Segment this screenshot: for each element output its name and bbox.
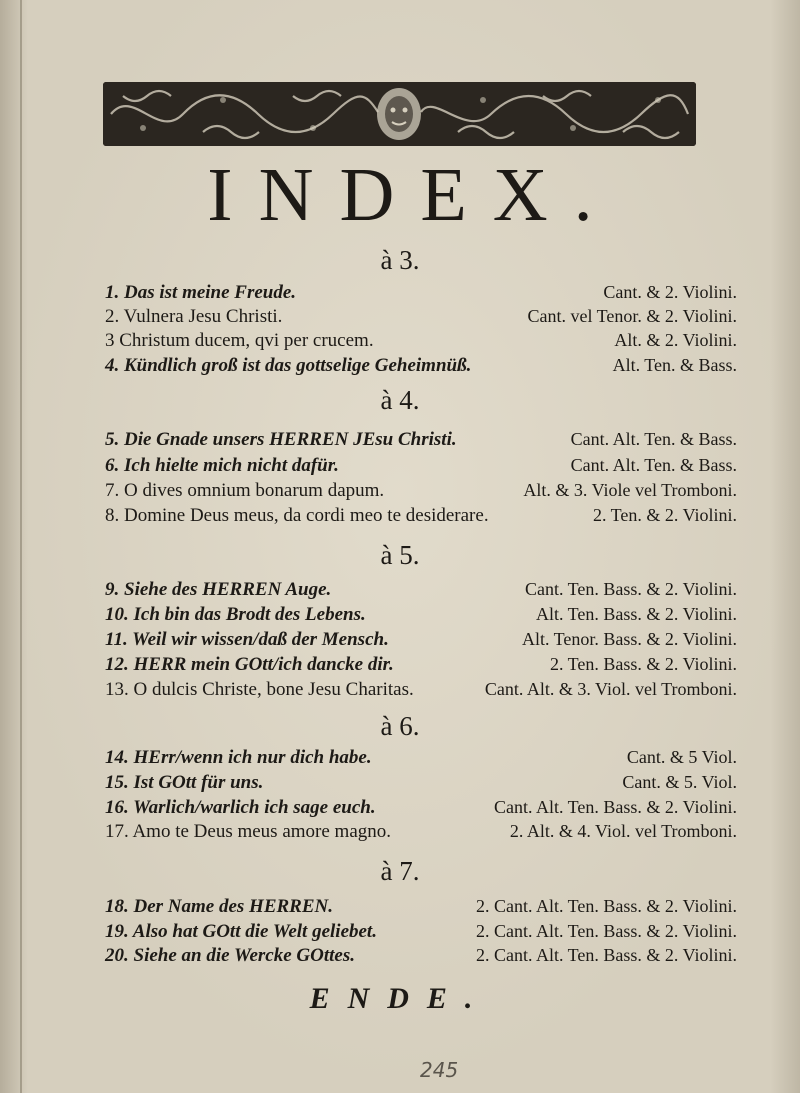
entry-title: 19. Also hat GOtt die Welt geliebet. — [105, 921, 377, 942]
index-entry — [105, 942, 737, 969]
entry-scoring: Cant. & 2. Violini. — [603, 282, 737, 302]
entry-title: 10. Ich bin das Brodt des Lebens. — [105, 604, 366, 625]
entry-title: 17. Amo te Deus meus amore magno. — [105, 821, 392, 842]
index-entry — [105, 676, 737, 703]
entry-title: 11. Weil wir wissen/daß der Mensch. — [105, 629, 389, 650]
index-entry — [105, 794, 737, 821]
section-heading-a3: à 3. — [380, 245, 420, 275]
index-entry — [105, 893, 737, 920]
entry-title: 2. Vulnera Jesu Christi. — [105, 306, 283, 327]
entry-scoring: 2. Ten. Bass. & 2. Violini. — [549, 654, 737, 674]
index-entry — [105, 352, 737, 379]
entry-title: 9. Siehe des HERREN Auge. — [105, 579, 332, 600]
index-entry — [105, 769, 737, 796]
index-entry — [105, 576, 737, 603]
entry-scoring: Cant. & 5. Viol. — [622, 772, 737, 792]
entry-scoring: 2. Cant. Alt. Ten. Bass. & 2. Violini. — [475, 921, 737, 941]
entry-scoring: Alt. Tenor. Bass. & 2. Violini. — [521, 629, 737, 649]
index-entry — [105, 818, 737, 845]
entry-title: 14. HErr/wenn ich nur dich habe. — [105, 747, 372, 768]
entry-title: 13. O dulcis Christe, bone Jesu Charitas. — [105, 679, 414, 700]
entry-scoring: Cant. Alt. Ten. Bass. & 2. Violini. — [493, 797, 737, 817]
index-entry — [105, 327, 737, 354]
entry-title: 15. Ist GOtt für uns. — [105, 772, 264, 793]
entry-scoring: Cant. vel Tenor. & 2. Violini. — [527, 306, 737, 326]
entry-scoring: Alt. Ten. Bass. & 2. Violini. — [535, 604, 737, 624]
index-entry — [105, 918, 737, 945]
index-entry — [105, 452, 737, 479]
entry-title: 5. Die Gnade unsers HERREN JEsu Christi. — [105, 429, 457, 450]
entry-title: 20. Siehe an die Wercke GOttes. — [105, 945, 355, 966]
ende-colophon: ENDE. — [309, 982, 491, 1015]
index-entry — [105, 651, 737, 678]
entry-title: 12. HERR mein GOtt/ich dancke dir. — [105, 654, 394, 675]
entry-scoring: Cant. Ten. Bass. & 2. Violini. — [524, 579, 737, 599]
index-entry — [105, 744, 737, 771]
entry-scoring: 2. Ten. & 2. Violini. — [593, 505, 737, 525]
section-heading-a4: à 4. — [380, 385, 420, 415]
section-heading-a6: à 6. — [380, 711, 420, 741]
entry-scoring: Alt. & 3. Viole vel Tromboni. — [523, 480, 737, 500]
entry-title: 6. Ich hielte mich nicht dafür. — [105, 455, 339, 476]
index-entry — [105, 502, 737, 529]
index-entry — [105, 303, 737, 330]
section-heading-a5: à 5. — [380, 540, 420, 570]
page-title: INDEX. — [207, 153, 619, 237]
decorative-headpiece — [103, 82, 696, 146]
entry-scoring: Alt. Ten. & Bass. — [612, 355, 737, 375]
index-entry — [105, 601, 737, 628]
entry-title: 7. O dives omnium bonarum dapum. — [105, 480, 385, 501]
index-entry — [105, 426, 737, 453]
entry-title: 18. Der Name des HERREN. — [105, 896, 333, 917]
headpiece-ornament-icon — [103, 82, 696, 146]
index-entry — [105, 279, 737, 306]
entry-scoring: Cant. & 5 Viol. — [626, 747, 737, 767]
index-entry — [105, 477, 737, 504]
index-entry — [105, 626, 737, 653]
entry-scoring: Cant. Alt. & 3. Viol. vel Tromboni. — [484, 679, 737, 699]
entry-title: 8. Domine Deus meus, da cordi meo te desiderare. — [105, 505, 489, 526]
entry-scoring: Cant. Alt. Ten. & Bass. — [570, 455, 737, 475]
entry-title: 16. Warlich/warlich ich sage euch. — [105, 797, 376, 818]
entry-scoring: Alt. & 2. Violini. — [614, 330, 737, 350]
entry-title: 4. Kündlich groß ist das gottselige Geheimnüß. — [105, 355, 472, 376]
entry-scoring: 2. Cant. Alt. Ten. Bass. & 2. Violini. — [475, 945, 737, 965]
entry-title: 1. Das ist meine Freude. — [105, 282, 297, 303]
entry-scoring: Cant. Alt. Ten. & Bass. — [570, 429, 737, 449]
pencil-folio-number: 245 — [420, 1058, 459, 1082]
section-heading-a7: à 7. — [380, 856, 420, 886]
entry-title: 3 Christum ducem, qvi per crucem. — [105, 330, 374, 351]
entry-scoring: 2. Alt. & 4. Viol. vel Tromboni. — [509, 821, 737, 841]
entry-scoring: 2. Cant. Alt. Ten. Bass. & 2. Violini. — [475, 896, 737, 916]
